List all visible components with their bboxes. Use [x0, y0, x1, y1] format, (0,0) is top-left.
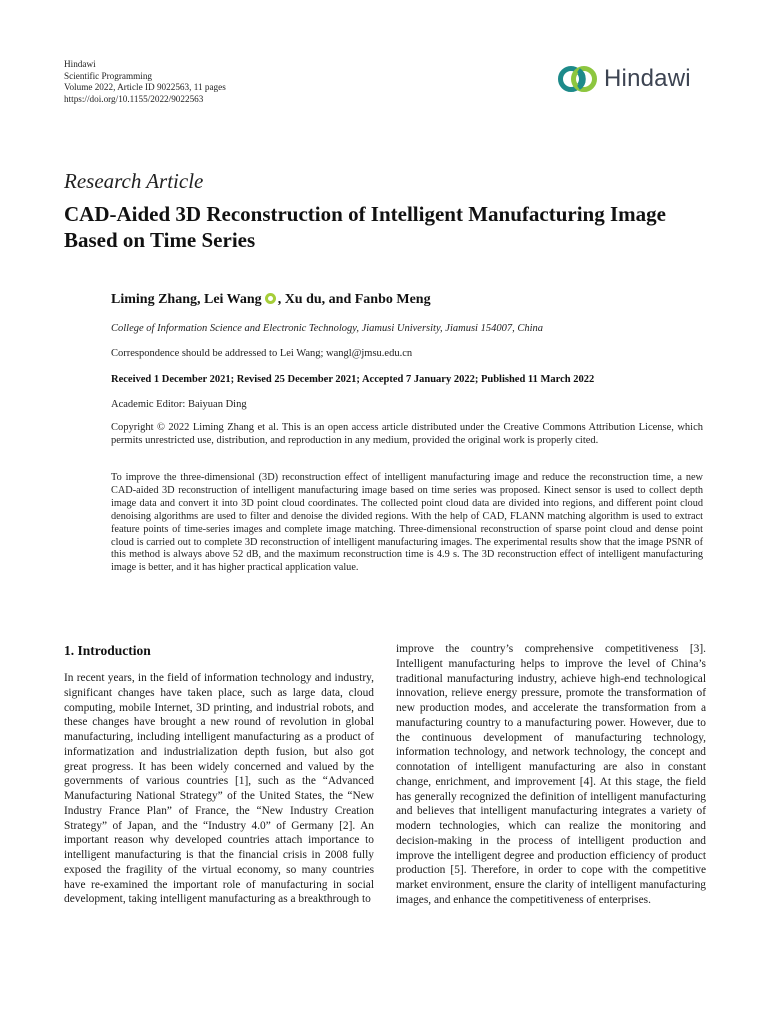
authors-rest: , Xu du, and Fanbo Meng	[277, 292, 431, 307]
orcid-icon[interactable]	[265, 293, 276, 304]
volume-info: Volume 2022, Article ID 9022563, 11 pages	[64, 82, 226, 93]
hindawi-logo-icon	[558, 62, 598, 96]
body-column-right: improve the country’s comprehensive competitiveness [3]. Intelligent manufacturing helps to improve the level of China’s traditional manufacturing industry, achieve high-end technological innovation, relieve energy pressure, promote the transformation of new production modes, and accelerate the transformation from a manufacturing country to a manufacturing power. However, due to the continuous development of manufacturing technology, information technology, and network technology, the concept and connotation of intelligent manufacturing are also in constant change, enrichment, and improvement [4]. At this stage, the field has generally recognized the definition of intelligent manufacturing and believes that intelligent manufacturing integrates a variety of modern technologies, which can realize the monitoring and decision-making in the process of intelligent production and improve the intelligent degree and production efficiency of product production [5]. Therefore, in order to cope with the competitive market environment, ensure the clarity of intelligent manufacturing images, and enhance the competitiveness of enterprises.	[396, 643, 706, 906]
hindawi-logo	[558, 62, 691, 96]
section-heading: 1. Introduction	[64, 643, 151, 658]
authors-first: Liming Zhang, Lei Wang	[111, 292, 262, 307]
logo-wordmark: Hindawi	[604, 65, 691, 92]
publisher-name: Hindawi	[64, 59, 96, 69]
article-type: Research Article	[64, 169, 204, 193]
correspondence: Correspondence should be addressed to Lei Wang; wangl@jmsu.edu.cn	[111, 348, 413, 359]
copyright-notice: Copyright © 2022 Liming Zhang et al. This is an open access article distributed under the Creative Commons Attribution License, which permits unrestricted use, distribution, and reproduction in any medium, provided the original work is properly cited.	[111, 422, 703, 446]
affiliation: College of Information Science and Electronic Technology, Jiamusi University, Jiamusi 154007, China	[111, 323, 543, 334]
abstract: To improve the three-dimensional (3D) reconstruction effect of intelligent manufacturing image and reduce the reconstruction time, a new CAD-aided 3D reconstruction of intelligent manufacturing image based on time series was proposed. Kinect sensor is used to collect depth image data and convert it into 3D point cloud coordinates. The collected point cloud data are divided into regions, and different point cloud denoising algorithms are used to filter and denoise the divided regions. With the help of CAD, FLANN matching algorithm is used to extract feature points of time-series images and complete image matching. Three-dimensional reconstruction of sparse point cloud and dense point cloud is carried out to complete 3D reconstruction of intelligent manufacturing images. The experimental results show that the image PSNR of this method is always above 52 dB, and the maximum reconstruction time is 4.9 s. The 3D reconstruction effect of intelligent manufacturing image is better, and it has higher practical application value.	[111, 472, 703, 574]
author-list	[111, 292, 431, 308]
body-column-left: In recent years, in the field of information technology and industry, significant changes have taken place, such as large data, cloud computing, mobile Internet, 3D printing, and industrial robots, and these changes have brought a new round of revolution in global manufacturing, including intelligent manufacturing as a product of informatization and industrialization depth fusion, but also got great progress. It has been widely concerned and valued by the governments of various countries [1], such as the “Advanced Manufacturing National Strategy” of the United States, the “New Industry France Plan” of France, the “New Industry Creation Strategy” of Japan, and the “Industry 4.0” of Germany [2]. An important reason why developed countries attach importance to intelligent manufacturing is that the financial crisis in 2008 fully exposed the fragility of the virtual economy, so many countries have re-examined the important role of manufacturing in social development, taking intelligent manufacturing as a breakthrough to	[64, 672, 374, 906]
doi-link[interactable]: https://doi.org/10.1155/2022/9022563	[64, 93, 204, 104]
journal-meta	[64, 59, 226, 105]
publication-dates: Received 1 December 2021; Revised 25 December 2021; Accepted 7 January 2022; Published 11 March 2022	[111, 374, 595, 385]
article-title: CAD-Aided 3D Reconstruction of Intelligent Manufacturing Image Based on Time Series	[64, 202, 666, 252]
journal-name: Scientific Programming	[64, 70, 153, 81]
academic-editor: Academic Editor: Baiyuan Ding	[111, 399, 247, 410]
